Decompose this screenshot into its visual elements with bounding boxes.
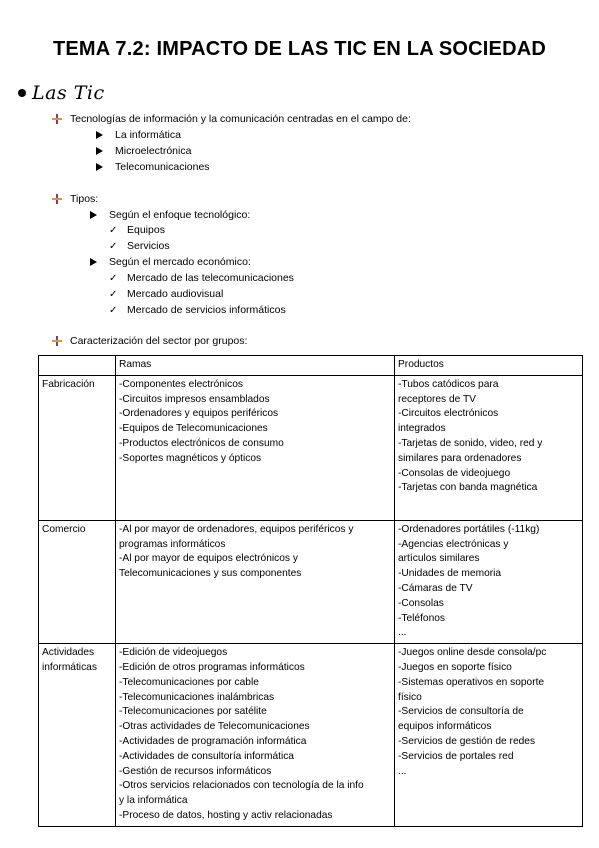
list-item: La informática bbox=[96, 129, 181, 141]
cell-line: -Servicios de consultoría de bbox=[398, 706, 524, 718]
ramas-cell bbox=[116, 644, 395, 827]
arrow-bullet-icon bbox=[96, 163, 103, 171]
cell-line: -Productos electrónicos de consumo bbox=[119, 437, 284, 449]
arrow-bullet-icon bbox=[90, 211, 97, 219]
cell-line: -Circuitos impresos ensamblados bbox=[119, 393, 270, 405]
tipos-label: Tipos: bbox=[70, 193, 99, 205]
checkmark-icon: ✓ bbox=[109, 272, 118, 284]
cell-line: -Ordenadores portátiles (-11kg) bbox=[398, 523, 540, 535]
cell-line: Actividades bbox=[42, 647, 95, 659]
productos-cell bbox=[395, 520, 583, 643]
cell-line: Telecomunicaciones y sus componentes bbox=[119, 568, 302, 580]
table-header-cell: Ramas bbox=[116, 356, 395, 376]
table-header-cell: Productos bbox=[395, 356, 583, 376]
cell-line: -Proceso de datos, hosting y activ relacionadas bbox=[119, 809, 333, 821]
cell-line: -Otras actividades de Telecomunicaciones bbox=[119, 721, 310, 733]
cell-line: -Juegos online desde consola/pc bbox=[398, 647, 547, 659]
list-item: Telecomunicaciones bbox=[96, 161, 210, 173]
cell-line: -Edición de videojuegos bbox=[119, 647, 228, 659]
table-row bbox=[39, 520, 583, 643]
cell-line: ... bbox=[398, 765, 407, 777]
group-cell bbox=[39, 375, 116, 520]
checkmark-icon: ✓ bbox=[109, 304, 118, 316]
cell-line: -Tubos catódicos para bbox=[398, 378, 499, 390]
ramas-cell bbox=[116, 375, 395, 520]
cell-line: -Actividades de consultoría informática bbox=[119, 750, 294, 762]
cell-line: Fabricación bbox=[42, 378, 95, 390]
pushpin-icon bbox=[52, 114, 62, 124]
section-heading bbox=[18, 82, 105, 104]
cell-line: -Telecomunicaciones inalámbricas bbox=[119, 691, 275, 703]
pushpin-icon bbox=[52, 336, 62, 346]
arrow-bullet-icon bbox=[96, 147, 103, 155]
list-item: Según el mercado económico: bbox=[90, 256, 251, 268]
cell-line: -Actividades de programación informática bbox=[119, 735, 307, 747]
cell-line: informáticas bbox=[42, 661, 97, 673]
list-item: ✓ Mercado audiovisual bbox=[109, 288, 224, 300]
productos-cell bbox=[395, 644, 583, 827]
cell-line: -Servicios de portales red bbox=[398, 750, 514, 762]
table-header-row bbox=[39, 356, 583, 376]
cell-line: -Tarjetas de sonido, video, red y bbox=[398, 437, 543, 449]
cell-line: -Telecomunicaciones por satélite bbox=[119, 706, 267, 718]
arrow-bullet-icon bbox=[90, 258, 97, 266]
caracterizacion-line bbox=[52, 335, 247, 347]
list-item: ✓ Mercado de servicios informáticos bbox=[109, 304, 286, 316]
list-item: ✓ Servicios bbox=[109, 240, 170, 252]
cell-line: -Teléfonos bbox=[398, 612, 446, 624]
checkmark-icon: ✓ bbox=[109, 224, 118, 236]
cell-line: artículos similares bbox=[398, 553, 480, 565]
table-row bbox=[39, 375, 583, 520]
cell-line: -Servicios de gestión de redes bbox=[398, 735, 536, 747]
cell-line: físico bbox=[398, 691, 422, 703]
list-item: Según el enfoque tecnológico: bbox=[90, 209, 250, 221]
cell-line: Comercio bbox=[42, 523, 86, 535]
cell-line: -Consolas de videojuego bbox=[398, 467, 511, 479]
cell-line: -Circuitos electrónicos bbox=[398, 408, 499, 420]
cell-line: -Cámaras de TV bbox=[398, 582, 473, 594]
cell-line: -Componentes electrónicos bbox=[119, 378, 244, 390]
cell-line: -Equipos de Telecomunicaciones bbox=[119, 423, 268, 435]
caracterizacion-text: Caracterización del sector por grupos: bbox=[70, 335, 248, 347]
cell-line: -Al por mayor de equipos electrónicos y bbox=[119, 553, 298, 565]
cell-line: -Unidades de memoria bbox=[398, 568, 502, 580]
list-item: Microelectrónica bbox=[96, 145, 191, 157]
cell-line: y la informática bbox=[119, 795, 188, 807]
list-item: ✓ Mercado de las telecomunicaciones bbox=[109, 272, 294, 284]
cell-line: -Otros servicios relacionados con tecnología de la info bbox=[119, 780, 364, 792]
ramas-cell bbox=[116, 520, 395, 643]
group-cell bbox=[39, 520, 116, 643]
cell-line: programas informáticos bbox=[119, 538, 226, 550]
checkmark-icon: ✓ bbox=[109, 288, 118, 300]
cell-line: -Gestión de recursos informáticos bbox=[119, 765, 272, 777]
table-row bbox=[39, 644, 583, 827]
cell-line: -Ordenadores y equipos periféricos bbox=[119, 408, 279, 420]
cell-line: similares para ordenadores bbox=[398, 452, 522, 464]
intro-text: Tecnologías de información y la comunicación centradas en el campo de: bbox=[70, 113, 411, 125]
bullet-dot-icon bbox=[18, 89, 26, 97]
cell-line: -Soportes magnéticos y ópticos bbox=[119, 452, 262, 464]
section-heading-text: Las Tic bbox=[32, 82, 105, 104]
group-cell bbox=[39, 644, 116, 827]
cell-line: -Tarjetas con banda magnética bbox=[398, 482, 538, 494]
cell-line: -Consolas bbox=[398, 597, 444, 609]
page-title: TEMA 7.2: IMPACTO DE LAS TIC EN LA SOCIEDAD bbox=[52, 38, 547, 60]
cell-line: -Al por mayor de ordenadores, equipos periféricos y bbox=[119, 523, 354, 535]
cell-line: -Sistemas operativos en soporte bbox=[398, 676, 545, 688]
list-item: ✓ Equipos bbox=[109, 224, 165, 236]
intro-line bbox=[52, 113, 411, 125]
cell-line: -Telecomunicaciones por cable bbox=[119, 676, 259, 688]
cell-line: -Edición de otros programas informáticos bbox=[119, 661, 305, 673]
cell-line: -Agencias electrónicas y bbox=[398, 538, 509, 550]
table-header-cell bbox=[39, 356, 116, 376]
arrow-bullet-icon bbox=[96, 131, 103, 139]
cell-line: integrados bbox=[398, 423, 446, 435]
pushpin-icon bbox=[52, 194, 62, 204]
checkmark-icon: ✓ bbox=[109, 240, 118, 252]
cell-line: ... bbox=[398, 627, 407, 639]
cell-line: equipos informáticos bbox=[398, 721, 492, 733]
tipos-line bbox=[52, 193, 98, 205]
sector-table bbox=[38, 355, 583, 827]
cell-line: -Juegos en soporte físico bbox=[398, 661, 512, 673]
productos-cell bbox=[395, 375, 583, 520]
cell-line: receptores de TV bbox=[398, 393, 476, 405]
